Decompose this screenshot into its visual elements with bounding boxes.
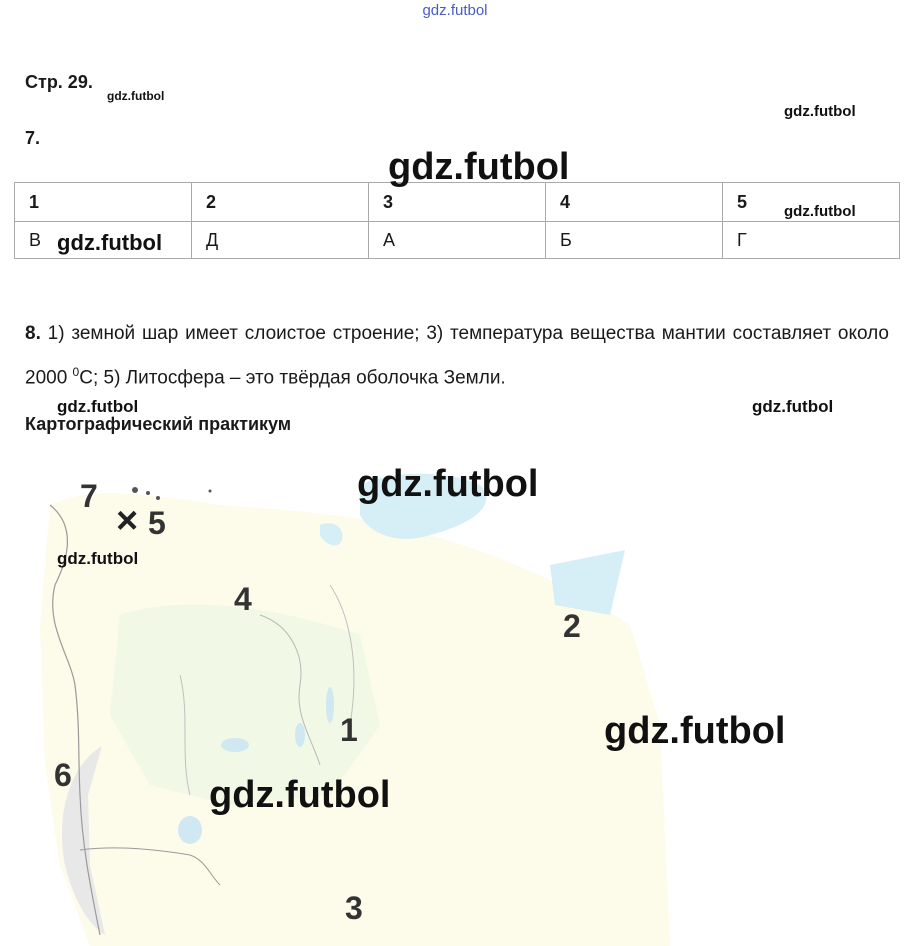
map-lake <box>326 687 334 723</box>
table-header-cell: 5 <box>723 183 900 222</box>
table-header-cell: 4 <box>546 183 723 222</box>
task-7-number: 7. <box>25 128 41 148</box>
table-cell: А <box>369 222 546 259</box>
table-header-cell: 2 <box>192 183 369 222</box>
watermark-small: gdz.futbol <box>752 397 834 416</box>
map-sea-east <box>550 550 625 615</box>
section-title: Картографический практикум <box>25 414 292 434</box>
task-8-text-part1: 1) земной шар имеет слоистое строение; 3) температура вещества мантии составляет около 2000 <box>25 323 889 389</box>
table-cell: Д <box>192 222 369 259</box>
watermark-small: gdz.futbol <box>107 89 165 103</box>
watermark-large: gdz.futbol <box>209 774 391 816</box>
watermark-large: gdz.futbol <box>388 146 570 188</box>
map-island <box>132 487 138 493</box>
task-8-text-part2: С; 5) Литосфера – это твёрдая оболочка Земли. <box>79 367 506 389</box>
map-label: 6 <box>54 757 72 793</box>
task-8-number: 8. <box>25 323 41 344</box>
table-cell: Б <box>546 222 723 259</box>
watermark-small: gdz.futbol <box>57 549 139 568</box>
map-label: 4 <box>234 581 252 617</box>
table-header-cell: 3 <box>369 183 546 222</box>
table-cell: Г <box>723 222 900 259</box>
map-label: 1 <box>340 712 358 748</box>
table-cell: В <box>15 222 192 259</box>
watermark-small: gdz.futbol <box>57 397 139 416</box>
watermark-top: gdz.futbol <box>422 2 488 19</box>
watermark-medium: gdz.futbol <box>57 230 163 255</box>
map-label: 5 <box>148 505 166 541</box>
map-island <box>156 496 160 500</box>
table-header-cell: 1 <box>15 183 192 222</box>
map-label: 7 <box>80 478 98 514</box>
map-marker-cross: × <box>116 500 139 542</box>
watermark-small: gdz.futbol <box>784 203 856 220</box>
watermark-small: gdz.futbol <box>784 103 856 120</box>
map-label: 3 <box>345 890 363 926</box>
map-lake <box>221 738 249 752</box>
page-title: Стр. 29. <box>25 72 93 92</box>
degree-superscript: 0 <box>72 365 80 379</box>
map-island <box>146 491 150 495</box>
watermark-large: gdz.futbol <box>357 463 539 505</box>
watermark-large: gdz.futbol <box>604 710 786 752</box>
map-label: 2 <box>563 608 581 644</box>
task-8-text <box>25 315 889 397</box>
map-island <box>209 490 212 493</box>
map-lake <box>178 816 202 844</box>
map-lake <box>295 723 305 747</box>
